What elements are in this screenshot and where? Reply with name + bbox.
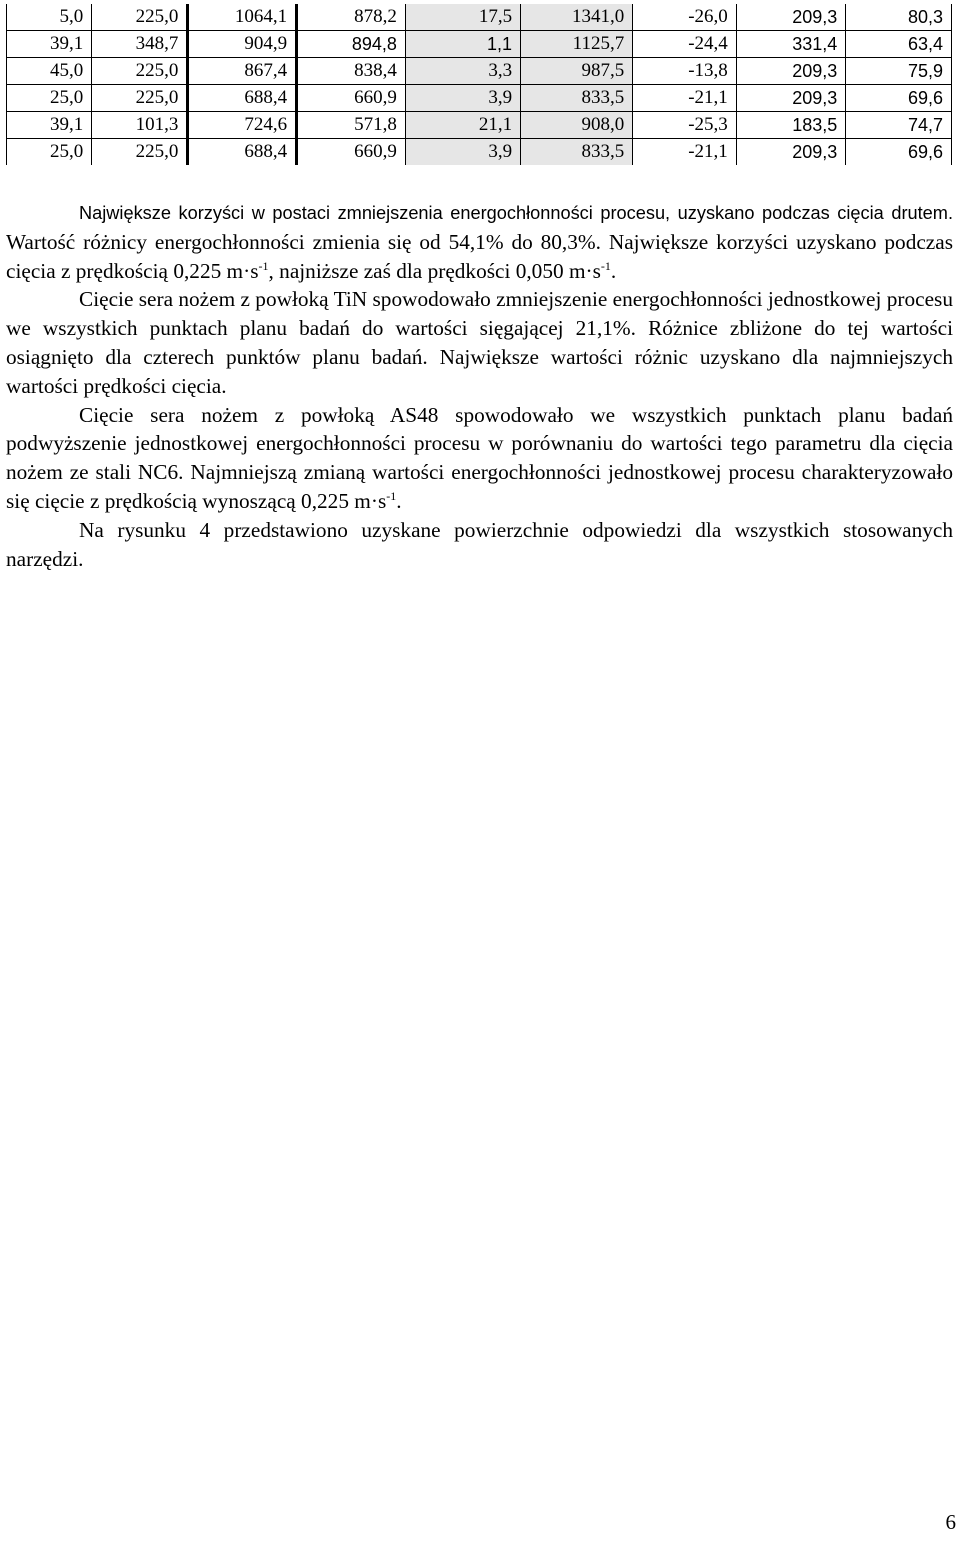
table-cell: 660,9: [297, 139, 406, 166]
table-cell: 209,3: [736, 85, 846, 112]
page-number: 6: [945, 1510, 956, 1534]
table-cell: 331,4: [736, 31, 846, 58]
table-cell: 25,0: [7, 85, 92, 112]
table-cell: -21,1: [633, 85, 737, 112]
table-cell: -24,4: [633, 31, 737, 58]
table-cell: 724,6: [188, 112, 297, 139]
table-cell: 69,6: [846, 85, 952, 112]
table-cell: 571,8: [297, 112, 406, 139]
table-cell: 225,0: [92, 4, 188, 31]
table-cell: 3,9: [405, 139, 520, 166]
table-cell: 908,0: [521, 112, 633, 139]
table-row: [7, 85, 952, 112]
paragraph-2: Cięcie sera nożem z powłoką TiN spowodowało zmniejszenie energochłonności jednostkowej procesu we wszystkich punktach planu badań do wartości sięgającej 21,1%. Różnice zbliżone do tej wartości osiągnięto dla czterech punktów planu badań. Największe wartości różnic uzyskano dla najmniejszych wartości prędkości cięcia.: [6, 287, 953, 398]
table-cell: 75,9: [846, 58, 952, 85]
table-row: [7, 112, 952, 139]
results-table: [6, 4, 952, 165]
table-cell: 39,1: [7, 112, 92, 139]
table-row: [7, 31, 952, 58]
paragraph-3: [6, 401, 953, 516]
table-cell: 1341,0: [521, 4, 633, 31]
table-cell: 225,0: [92, 85, 188, 112]
table-cell: -13,8: [633, 58, 737, 85]
table-row: [7, 139, 952, 166]
unit-exponent: -1: [600, 258, 611, 273]
table-cell: 3,9: [405, 85, 520, 112]
table-cell: 17,5: [405, 4, 520, 31]
table-cell: 45,0: [7, 58, 92, 85]
table-cell: 878,2: [297, 4, 406, 31]
table-cell: 833,5: [521, 139, 633, 166]
unit-exponent: -1: [386, 488, 397, 503]
table-cell: 660,9: [297, 85, 406, 112]
table-cell: 225,0: [92, 58, 188, 85]
table-cell: 209,3: [736, 139, 846, 166]
table-cell: 63,4: [846, 31, 952, 58]
paragraph-3-end: .: [396, 488, 402, 513]
table-cell: 209,3: [736, 58, 846, 85]
table-cell: 838,4: [297, 58, 406, 85]
table-row: [7, 4, 952, 31]
table-cell: 225,0: [92, 139, 188, 166]
paragraph-3-text: Cięcie sera nożem z powłoką AS48 spowodowało we wszystkich punktach planu badań podwyższenie jednostkowej energochłonności procesu w porównaniu do wartości tego parametru dla cięcia nożem ze stali NC6. Najmniejszą zmianą wartości energochłonności jednostkowej procesu charakteryzowało się cięcie z prędkością wynoszącą 0,225 m·s: [6, 402, 953, 513]
paragraph-4: Na rysunku 4 przedstawiono uzyskane powierzchnie odpowiedzi dla wszystkich stosowanych narzędzi.: [6, 517, 953, 571]
table-cell: 688,4: [188, 85, 297, 112]
paragraph-1-cont-b: , najniższe zaś dla prędkości 0,050 m·s: [268, 258, 601, 283]
paragraph-1: [6, 198, 953, 285]
table-cell: 183,5: [736, 112, 846, 139]
table-cell: 348,7: [92, 31, 188, 58]
table-row: [7, 58, 952, 85]
table-cell: 25,0: [7, 139, 92, 166]
table-cell: 74,7: [846, 112, 952, 139]
table-cell: -21,1: [633, 139, 737, 166]
table-cell: 894,8: [297, 31, 406, 58]
table-cell: -26,0: [633, 4, 737, 31]
table-cell: 21,1: [405, 112, 520, 139]
table-cell: 101,3: [92, 112, 188, 139]
table-cell: 1,1: [405, 31, 520, 58]
table-cell: 209,3: [736, 4, 846, 31]
table-cell: 1064,1: [188, 4, 297, 31]
table-cell: 867,4: [188, 58, 297, 85]
table-cell: -25,3: [633, 112, 737, 139]
table-cell: 80,3: [846, 4, 952, 31]
table-cell: 904,9: [188, 31, 297, 58]
paragraph-1-sans: Największe korzyści w postaci zmniejszenia energochłonności procesu, uzyskano podczas cięcia drutem.: [79, 203, 953, 223]
table-cell: 5,0: [7, 4, 92, 31]
table-cell: 833,5: [521, 85, 633, 112]
table-cell: 3,3: [405, 58, 520, 85]
paragraph-1-cont: Wartość różnicy energochłonności zmienia się od 54,1% do 80,3%. Największe korzyści uzyskano podczas cięcia z prędkością 0,225 m·s: [6, 229, 953, 283]
table-cell: 987,5: [521, 58, 633, 85]
table-cell: 69,6: [846, 139, 952, 166]
unit-exponent: -1: [258, 258, 269, 273]
body-text: [6, 198, 953, 573]
table-cell: 688,4: [188, 139, 297, 166]
table-cell: 1125,7: [521, 31, 633, 58]
table-cell: 39,1: [7, 31, 92, 58]
paragraph-1-end: .: [610, 258, 617, 283]
